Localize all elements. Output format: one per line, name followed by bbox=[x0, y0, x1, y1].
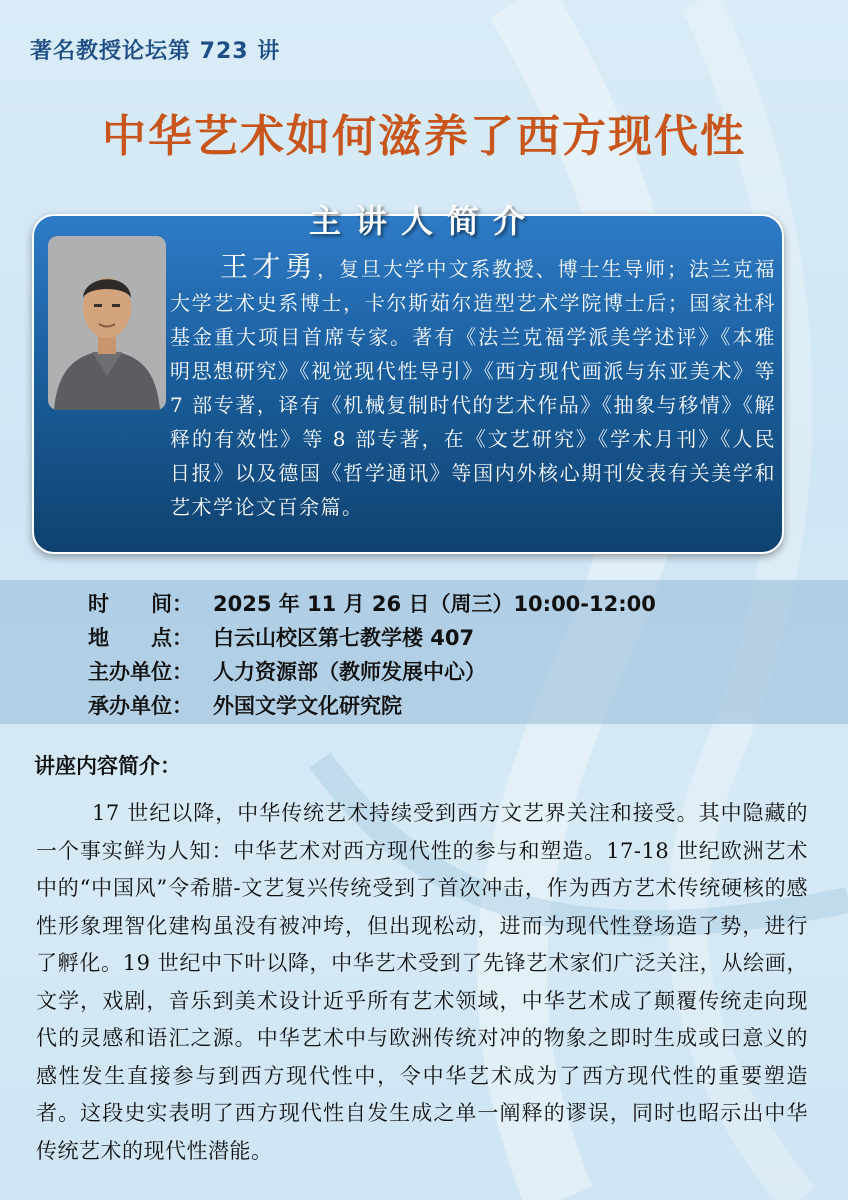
organizer-value: 外国文学文化研究院 bbox=[213, 694, 402, 718]
place-value: 白云山校区第七教学楼 407 bbox=[213, 626, 475, 650]
series-label: 著名教授论坛第 723 讲 bbox=[30, 39, 281, 64]
place-label: 地 点： bbox=[88, 626, 193, 650]
speaker-portrait-image bbox=[48, 236, 166, 410]
speaker-bio bbox=[170, 250, 776, 524]
organizer-row bbox=[88, 688, 402, 722]
time-row bbox=[88, 586, 656, 620]
speaker-photo bbox=[48, 236, 166, 410]
host-row bbox=[88, 654, 486, 688]
host-value: 人力资源部（教师发展中心） bbox=[213, 660, 486, 684]
time-value: 2025 年 11 月 26 日（周三）10:00-12:00 bbox=[213, 592, 656, 616]
organizer-label: 承办单位： bbox=[88, 694, 193, 718]
lecture-summary: 17 世纪以降，中华传统艺术持续受到西方文艺界关注和接受。其中隐藏的一个事实鲜为人知：中华艺术对西方现代性的参与和塑造。17-18 世纪欧洲艺术中的“中国风”令希腊-文艺复兴传统受到了首次冲击，作为西方艺术传统硬核的感性形象理智化建构虽没有被冲垮，但出现松动，进而为现代性登场造了势，进行了孵化。19 世纪中下叶以降，中华艺术受到了先锋艺术家们广泛关注，从绘画，文学，戏剧，音乐到美术设计近乎所有艺术领域，中华艺术成了颠覆传统走向现代的灵感和语汇之源。中华艺术中与欧洲传统对冲的物象之即时生成或曰意义的感性发生直接参与到西方现代性中，令中华艺术成为了西方现代性的重要塑造者。这段史实表明了西方现代性自发生成之单一阐释的谬误，同时也昭示出中华传统艺术的现代性潜能。 bbox=[36, 801, 808, 1163]
page-title: 中华艺术如何滋养了西方现代性 bbox=[102, 111, 746, 162]
time-label: 时 间： bbox=[88, 592, 193, 616]
speaker-heading: 主讲人简介 bbox=[308, 202, 539, 240]
lecture-heading: 讲座内容简介： bbox=[34, 754, 181, 778]
speaker-bio-text: ，复旦大学中文系教授、博士生导师；法兰克福大学艺术史系博士，卡尔斯茹尔造型艺术学院博士后；国家社科基金重大项目首席专家。著有《法兰克福学派美学述评》《本雅明思想研究》《视觉现代性导引》《西方现代画派与东亚美术》等 7 部专著，译有《机械复制时代的艺术作品》《抽象与移情》《解释的有效性》等 8 部专著，在《文艺研究》《学术月刊》《人民日报》以及德国《哲学通讯》等国内外核心期刊发表有关美学和艺术学论文百余篇。 bbox=[170, 257, 776, 519]
place-row bbox=[88, 620, 474, 654]
speaker-name: 王才勇 bbox=[220, 250, 318, 283]
host-label: 主办单位： bbox=[88, 660, 193, 684]
